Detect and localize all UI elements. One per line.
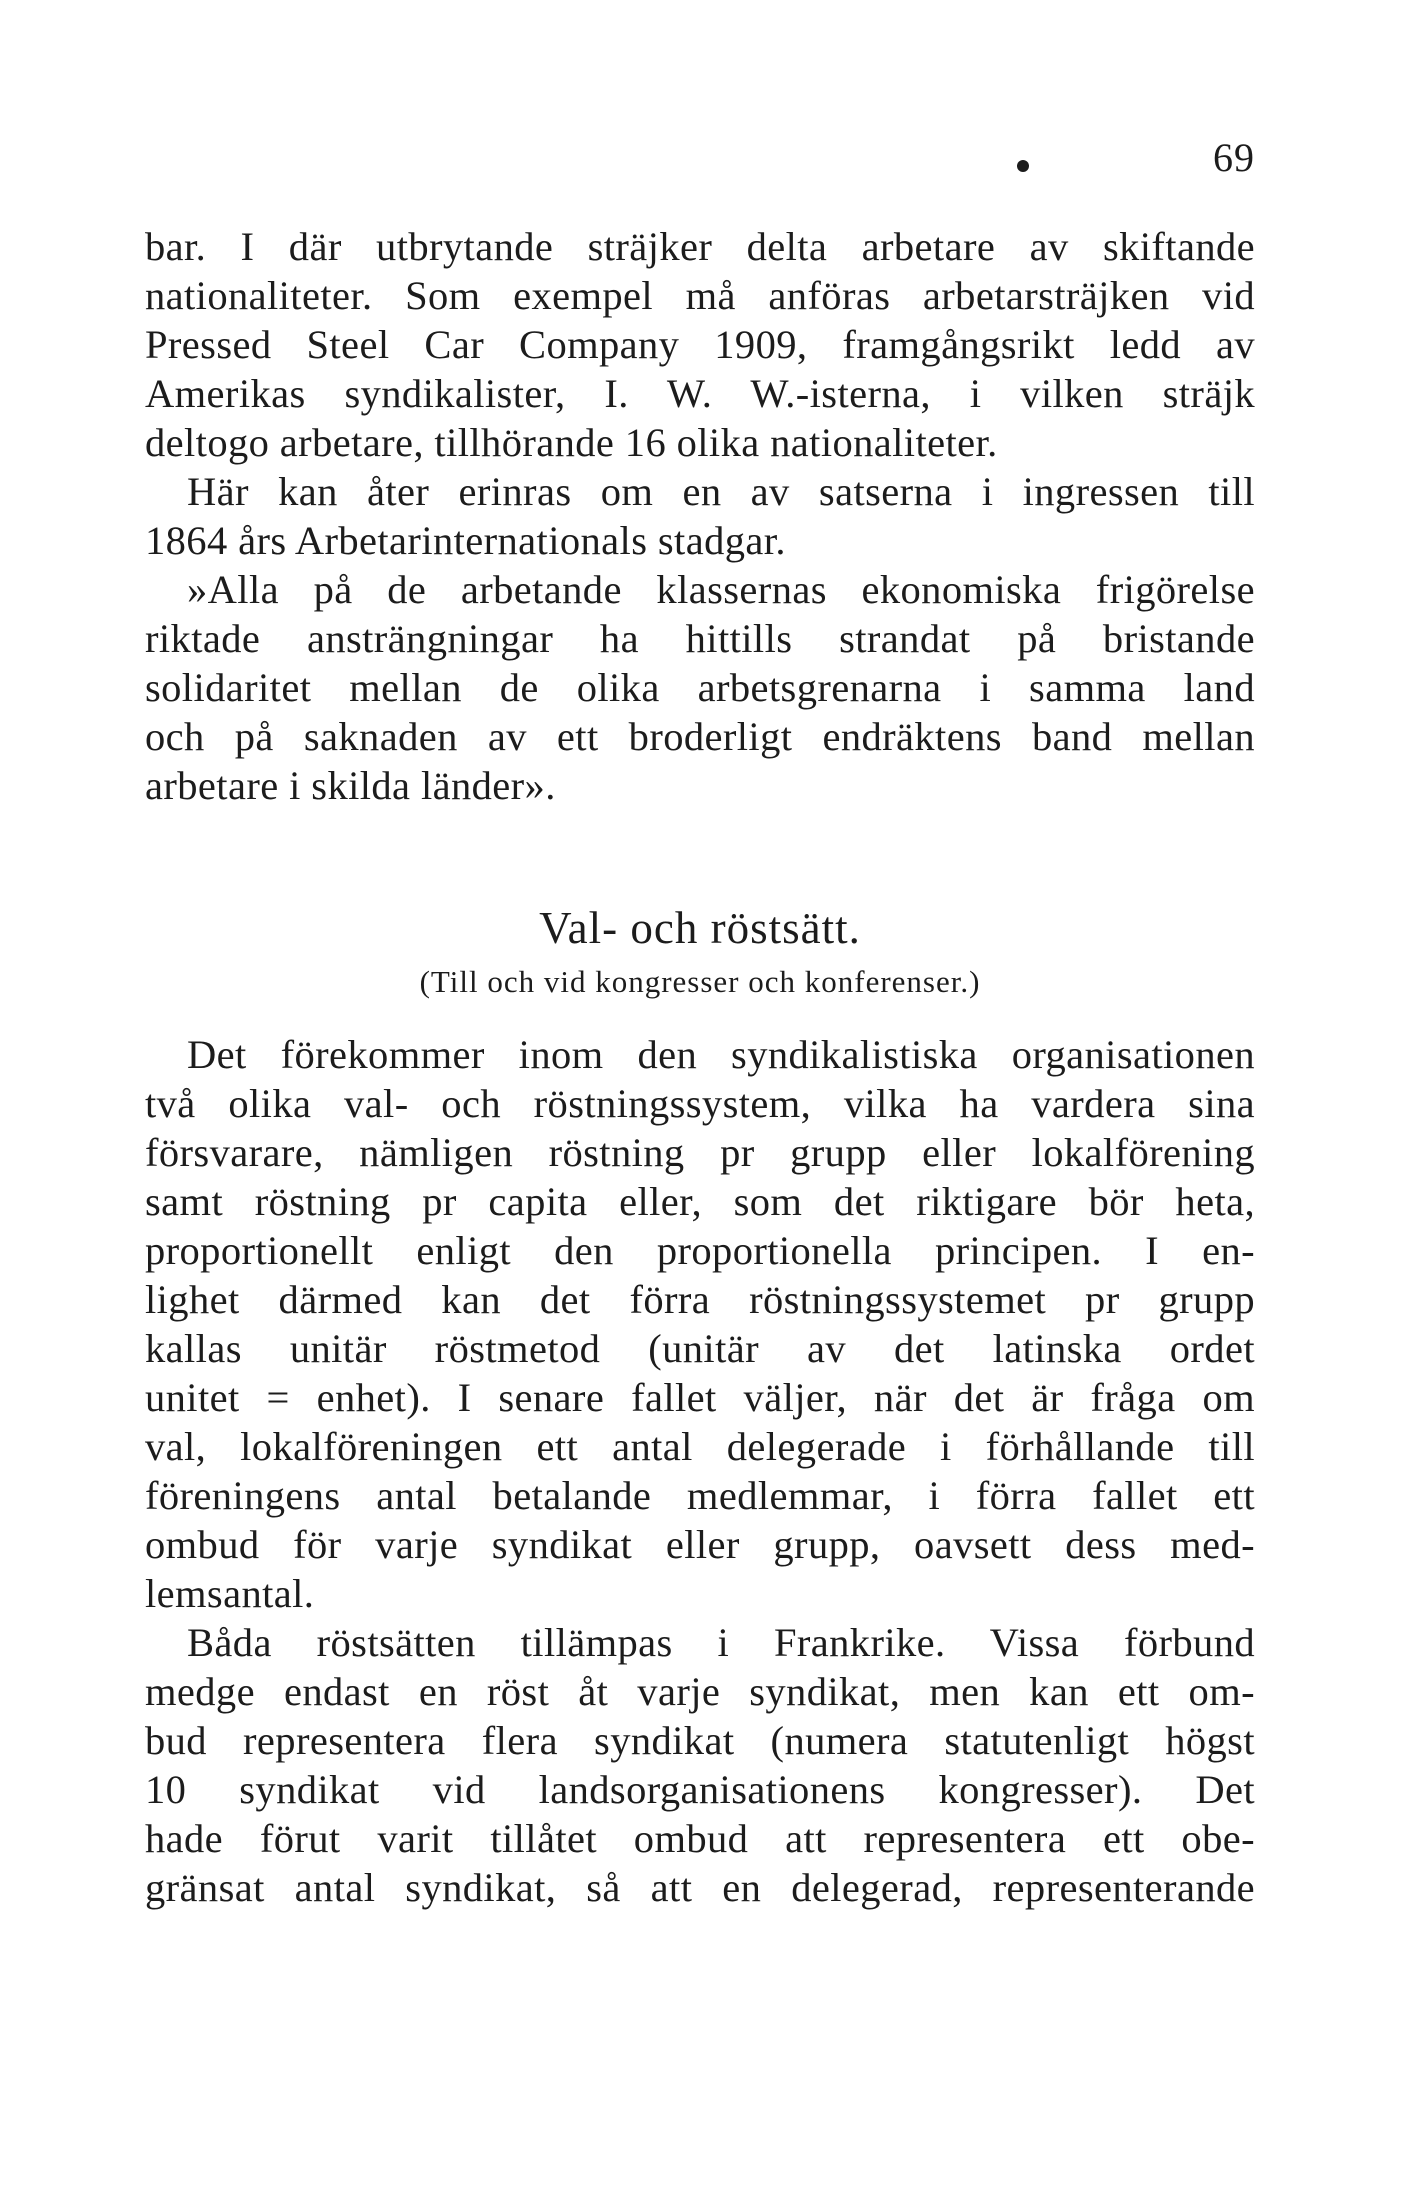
text-line: bar. I där utbrytande sträjker delta arbetare av skiftande	[145, 224, 1255, 269]
text-line: lighet därmed kan det förra röstningssystemet pr grupp	[145, 1277, 1255, 1322]
page-header	[145, 120, 1255, 200]
text-line: nationaliteter. Som exempel må anföras arbetarsträjken vid	[145, 273, 1255, 318]
text-line: proportionellt enligt den proportionella principen. I en-	[145, 1228, 1255, 1273]
text-line: gränsat antal syndikat, så att en delegerad, representerande	[145, 1865, 1255, 1910]
text-line: val, lokalföreningen ett antal delegerade i förhållande till	[145, 1424, 1255, 1469]
text-line: och på saknaden av ett broderligt endräktens band mellan	[145, 714, 1255, 759]
text-line: Pressed Steel Car Company 1909, framgångsrikt ledd av	[145, 322, 1255, 367]
text-line: föreningens antal betalande medlemmar, i förra fallet ett	[145, 1473, 1255, 1518]
text-line: Det förekommer inom den syndikalistiska organisationen	[187, 1032, 1255, 1077]
section-title: Val- och röstsätt.	[539, 903, 861, 953]
text-line: 10 syndikat vid landsorganisationens kongresser). Det	[145, 1767, 1255, 1812]
section-heading	[145, 900, 1255, 1002]
paragraph-france	[145, 1618, 1255, 1912]
paragraph-quote	[145, 565, 1255, 810]
text-line: hade förut varit tillåtet ombud att representera ett obe-	[145, 1816, 1255, 1861]
text-line: lemsantal.	[145, 1571, 315, 1616]
text-line: bud representera flera syndikat (numera statutenligt högst	[145, 1718, 1255, 1763]
text-line: Amerikas syndikalister, I. W. W.-isterna, i vilken sträjk	[145, 371, 1255, 416]
paragraph-systems	[145, 1030, 1255, 1618]
book-page	[145, 120, 1255, 1912]
text-line: unitet = enhet). I senare fallet väljer, när det är fråga om	[145, 1375, 1255, 1420]
section-1	[145, 222, 1255, 810]
section-subtitle: (Till och vid kongresser och konferenser.)	[419, 964, 981, 999]
section-2	[145, 1030, 1255, 1912]
paragraph-reminder	[145, 467, 1255, 565]
text-line: samt röstning pr capita eller, som det riktigare bör heta,	[145, 1179, 1255, 1224]
page-number: 69	[1213, 135, 1255, 180]
text-line: försvarare, nämligen röstning pr grupp eller lokalförening	[145, 1130, 1255, 1175]
text-line: två olika val- och röstningssystem, vilka ha vardera sina	[145, 1081, 1255, 1126]
text-line: kallas unitär röstmetod (unitär av det latinska ordet	[145, 1326, 1255, 1371]
text-line: ombud för varje syndikat eller grupp, oavsett dess med-	[145, 1522, 1255, 1567]
text-line: Här kan åter erinras om en av satserna i ingressen till	[187, 469, 1255, 514]
text-line: solidaritet mellan de olika arbetsgrenarna i samma land	[145, 665, 1255, 710]
text-line: »Alla på de arbetande klassernas ekonomiska frigörelse	[187, 567, 1255, 612]
paragraph-continuation	[145, 222, 1255, 467]
bullet-mark	[1017, 160, 1029, 172]
text-line: deltogo arbetare, tillhörande 16 olika nationaliteter.	[145, 420, 998, 465]
text-line: riktade ansträngningar ha hittills strandat på bristande	[145, 616, 1255, 661]
text-line: Båda röstsätten tillämpas i Frankrike. Vissa förbund	[187, 1620, 1255, 1665]
text-line: 1864 års Arbetarinternationals stadgar.	[145, 518, 786, 563]
text-line: medge endast en röst åt varje syndikat, men kan ett om-	[145, 1669, 1255, 1714]
text-line: arbetare i skilda länder».	[145, 763, 556, 808]
